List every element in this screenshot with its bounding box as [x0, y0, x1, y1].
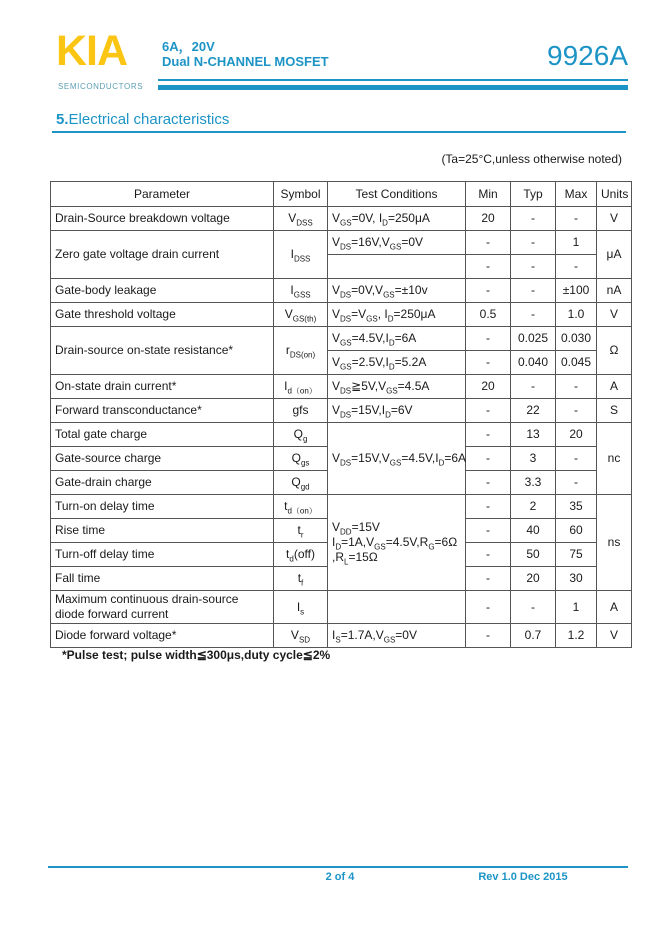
condition-note: (Ta=25°C,unless otherwise noted) [441, 152, 622, 166]
cond-cell: $V_{GS}=2.5V,I_D=5.2A$ [328, 351, 466, 375]
table-row [51, 207, 632, 231]
typ-cell: - [511, 255, 556, 279]
symbol-cell: $I_{GSS}$ [274, 279, 328, 303]
header-rule-thick [158, 85, 628, 90]
cond-cell: $V_{DS}=16V,V_{GS}=0V$ [328, 231, 466, 255]
param-cell: Diode forward voltage* [51, 624, 274, 648]
units-cell: V [597, 624, 632, 648]
param-cell: Zero gate voltage drain current [51, 231, 274, 279]
col-header-parameter: Parameter [51, 182, 274, 207]
cond-cell: $I_S=1.7A,V_{GS}=0V$ [328, 624, 466, 648]
min-cell: - [466, 495, 511, 519]
symbol-cell: $t_r$ [274, 519, 328, 543]
table-header-row [51, 182, 632, 207]
section-number: 5. [56, 111, 69, 128]
min-cell: - [466, 624, 511, 648]
symbol-cell: $V_{GS(th)}$ [274, 303, 328, 327]
cond-line: $V_{DD}=15V$ [332, 520, 380, 537]
min-cell: 20 [466, 207, 511, 231]
units-cell: ns [597, 495, 632, 591]
typ-cell: 3.3 [511, 471, 556, 495]
param-cell: Total gate charge [51, 423, 274, 447]
symbol-cell: $r_{DS(on)}$ [274, 327, 328, 375]
units-cell: S [597, 399, 632, 423]
min-cell: - [466, 447, 511, 471]
typ-cell: - [511, 303, 556, 327]
typ-cell: - [511, 207, 556, 231]
symbol-cell: $t_{d(on)}$ [274, 495, 328, 519]
param-cell: Gate-drain charge [51, 471, 274, 495]
symbol-cell: $Q_{gs}$ [274, 447, 328, 471]
typ-cell: - [511, 375, 556, 399]
cond-cell [328, 495, 466, 591]
max-cell: 20 [556, 423, 597, 447]
cond-cell: $V_{DS}=15V,I_D=6V$ [328, 399, 466, 423]
param-cell: Maximum continuous drain-source diode forward current [51, 591, 274, 624]
typ-cell: 50 [511, 543, 556, 567]
min-cell: 0.5 [466, 303, 511, 327]
min-cell: - [466, 519, 511, 543]
max-cell: - [556, 375, 597, 399]
typ-cell: 13 [511, 423, 556, 447]
param-cell: Gate threshold voltage [51, 303, 274, 327]
symbol-cell: $V_{DSS}$ [274, 207, 328, 231]
col-header-units: Units [597, 182, 632, 207]
max-cell: - [556, 207, 597, 231]
max-cell: 0.045 [556, 351, 597, 375]
footer-page-indicator: 2 of 4 [325, 871, 355, 883]
col-header-max: Max [556, 182, 597, 207]
param-cell: Drain-Source breakdown voltage [51, 207, 274, 231]
typ-cell: 0.025 [511, 327, 556, 351]
min-cell: - [466, 399, 511, 423]
section-title: Electrical characteristics [68, 111, 230, 128]
col-header-symbol: Symbol [274, 182, 328, 207]
typ-cell: - [511, 231, 556, 255]
product-type: Dual N-CHANNEL MOSFET [162, 54, 329, 69]
electrical-characteristics-table [50, 181, 632, 648]
cond-cell: $V_{DS}=15V,V_{GS}=4.5V,I_D=6A$ [328, 423, 466, 495]
symbol-cell: $I_{DSS}$ [274, 231, 328, 279]
section-underline [52, 131, 626, 133]
units-cell: V [597, 303, 632, 327]
cond-cell: $V_{GS}=4.5V,I_D=6A$ [328, 327, 466, 351]
symbol-cell: $I_{d(on)}$ [274, 375, 328, 399]
max-cell: - [556, 471, 597, 495]
max-cell: 1 [556, 231, 597, 255]
table-row [51, 279, 632, 303]
typ-cell: 22 [511, 399, 556, 423]
symbol-cell: gfs [274, 399, 328, 423]
table-row [51, 495, 632, 519]
table-row [51, 327, 632, 351]
symbol-cell: $I_s$ [274, 591, 328, 624]
cond-cell: $V_{DS}≧5V,V_{GS}=4.5A$ [328, 375, 466, 399]
cond-cell: $V_{GS}=0V$, $I_D=250\mu A$ [328, 207, 466, 231]
max-cell: - [556, 447, 597, 471]
typ-cell: 0.7 [511, 624, 556, 648]
min-cell: - [466, 327, 511, 351]
cond-cell [328, 255, 466, 279]
max-cell: 60 [556, 519, 597, 543]
col-header-min: Min [466, 182, 511, 207]
max-cell: - [556, 255, 597, 279]
section-heading [56, 111, 229, 128]
max-cell: 75 [556, 543, 597, 567]
max-cell: ±100 [556, 279, 597, 303]
param-cell: Drain-source on-state resistance* [51, 327, 274, 375]
typ-cell: 20 [511, 567, 556, 591]
param-cell: Forward transconductance* [51, 399, 274, 423]
symbol-cell: $t_d(off)$ [274, 543, 328, 567]
min-cell: - [466, 591, 511, 624]
min-cell: 20 [466, 375, 511, 399]
max-cell: 1 [556, 591, 597, 624]
max-cell: 0.030 [556, 327, 597, 351]
product-rating: 6A，20V [162, 39, 215, 54]
units-cell: Ω [597, 327, 632, 375]
symbol-cell: $Q_g$ [274, 423, 328, 447]
typ-cell: - [511, 279, 556, 303]
part-number: 9926A [547, 40, 628, 71]
units-cell: nA [597, 279, 632, 303]
cond-cell: $V_{DS}=0V,V_{GS}=\pm 10v$ [328, 279, 466, 303]
table-row [51, 399, 632, 423]
table-row [51, 591, 632, 624]
min-cell: - [466, 543, 511, 567]
units-cell: A [597, 591, 632, 624]
typ-cell: 2 [511, 495, 556, 519]
typ-cell: 40 [511, 519, 556, 543]
param-cell: On-state drain current* [51, 375, 274, 399]
typ-cell: 3 [511, 447, 556, 471]
table-row [51, 231, 632, 255]
header-rule-thin [158, 79, 628, 81]
cond-cell: $V_{DS}=V_{GS}$, $I_D=250\mu A$ [328, 303, 466, 327]
cond-line: $I_D=1A,V_{GS}=4.5V,R_G=6\Omega$ [332, 535, 458, 552]
param-cell: Rise time [51, 519, 274, 543]
cond-line: $,R_L=15\Omega$ [332, 550, 378, 567]
col-header-typ: Typ [511, 182, 556, 207]
max-cell: - [556, 399, 597, 423]
brand-logo: KIA [56, 27, 128, 75]
cond-cell [328, 591, 466, 624]
symbol-cell: $V_{SD}$ [274, 624, 328, 648]
units-cell: μA [597, 231, 632, 279]
min-cell: - [466, 255, 511, 279]
pulse-test-footnote: *Pulse test; pulse width≦300μs,duty cycle≦2% [62, 648, 331, 662]
table-row [51, 423, 632, 447]
footer-revision: Rev 1.0 Dec 2015 [478, 871, 568, 883]
units-cell: V [597, 207, 632, 231]
max-cell: 1.2 [556, 624, 597, 648]
max-cell: 1.0 [556, 303, 597, 327]
min-cell: - [466, 279, 511, 303]
param-cell: Fall time [51, 567, 274, 591]
max-cell: 35 [556, 495, 597, 519]
param-cell: Turn-on delay time [51, 495, 274, 519]
min-cell: - [466, 351, 511, 375]
param-cell: Turn-off delay time [51, 543, 274, 567]
min-cell: - [466, 567, 511, 591]
typ-cell: 0.040 [511, 351, 556, 375]
units-cell: nc [597, 423, 632, 495]
min-cell: - [466, 423, 511, 447]
param-cell: Gate-body leakage [51, 279, 274, 303]
min-cell: - [466, 231, 511, 255]
footer-rule [48, 866, 628, 868]
col-header-test-conditions: Test Conditions [328, 182, 466, 207]
table-row [51, 624, 632, 648]
param-cell: Gate-source charge [51, 447, 274, 471]
table-row [51, 303, 632, 327]
min-cell: - [466, 471, 511, 495]
symbol-cell: $Q_{gd}$ [274, 471, 328, 495]
symbol-cell: $t_f$ [274, 567, 328, 591]
typ-cell: - [511, 591, 556, 624]
units-cell: A [597, 375, 632, 399]
brand-logo-subtext: SEMICONDUCTORS [58, 82, 144, 91]
max-cell: 30 [556, 567, 597, 591]
table-row [51, 375, 632, 399]
